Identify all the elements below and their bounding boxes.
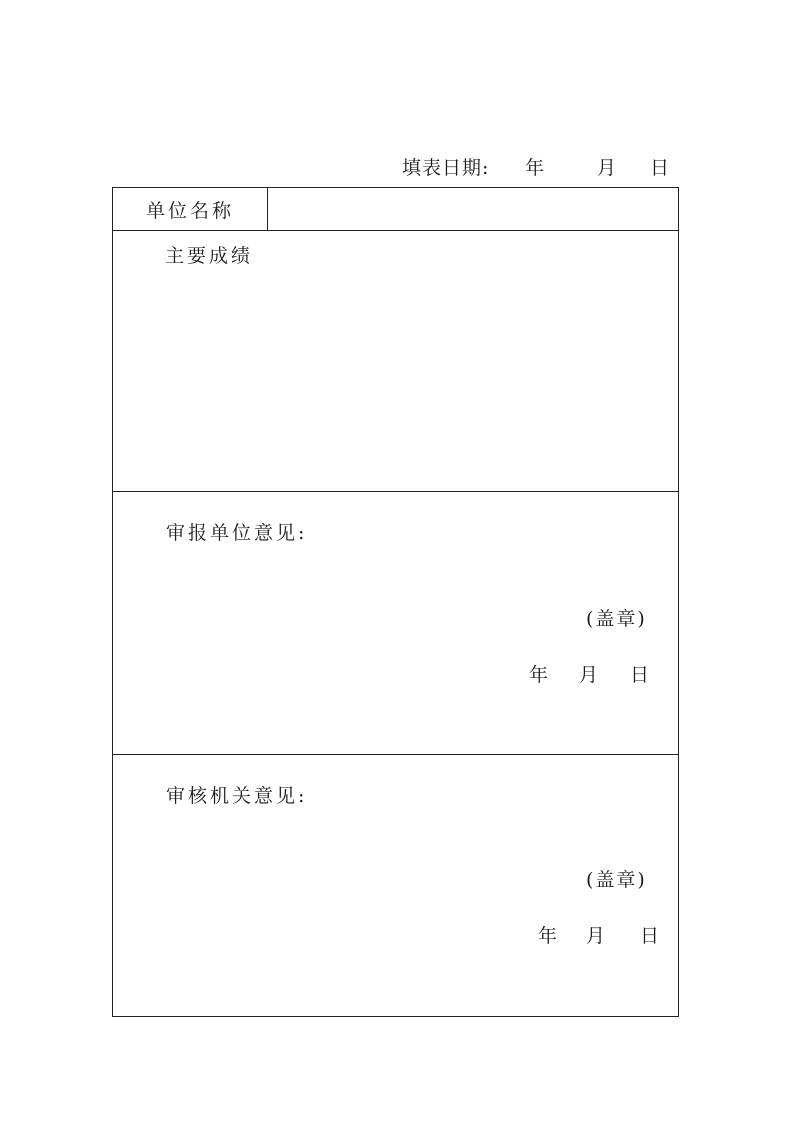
fill-date-label: 填表日期: <box>402 157 490 179</box>
applicant-opinion-label: 审报单位意见: <box>166 522 308 544</box>
applicant-sign-date <box>529 660 669 684</box>
review-opinion-label: 审核机关意见: <box>166 785 308 807</box>
applicant-sign-year: 年 <box>529 664 549 686</box>
review-sign-year: 年 <box>538 925 558 947</box>
review-opinion-section[interactable] <box>113 755 678 1018</box>
review-seal-label: (盖章) <box>586 869 647 891</box>
applicant-sign-day: 日 <box>630 664 650 686</box>
application-form <box>112 187 679 1017</box>
achievements-label: 主要成绩 <box>165 245 254 267</box>
unit-name-row <box>113 188 678 231</box>
unit-name-field[interactable] <box>268 188 678 230</box>
achievements-section[interactable] <box>113 231 678 492</box>
applicant-seal-label: (盖章) <box>586 608 647 630</box>
fill-date-year: 年 <box>525 157 546 179</box>
fill-date-month: 月 <box>597 157 618 179</box>
review-sign-date <box>538 921 678 945</box>
applicant-opinion-section[interactable] <box>113 492 678 755</box>
fill-date-day: 日 <box>650 157 671 179</box>
review-sign-month: 月 <box>586 925 606 947</box>
applicant-sign-month: 月 <box>579 664 599 686</box>
review-sign-day: 日 <box>640 925 660 947</box>
unit-name-label: 单位名称 <box>113 188 268 230</box>
fill-date-line <box>400 153 680 179</box>
